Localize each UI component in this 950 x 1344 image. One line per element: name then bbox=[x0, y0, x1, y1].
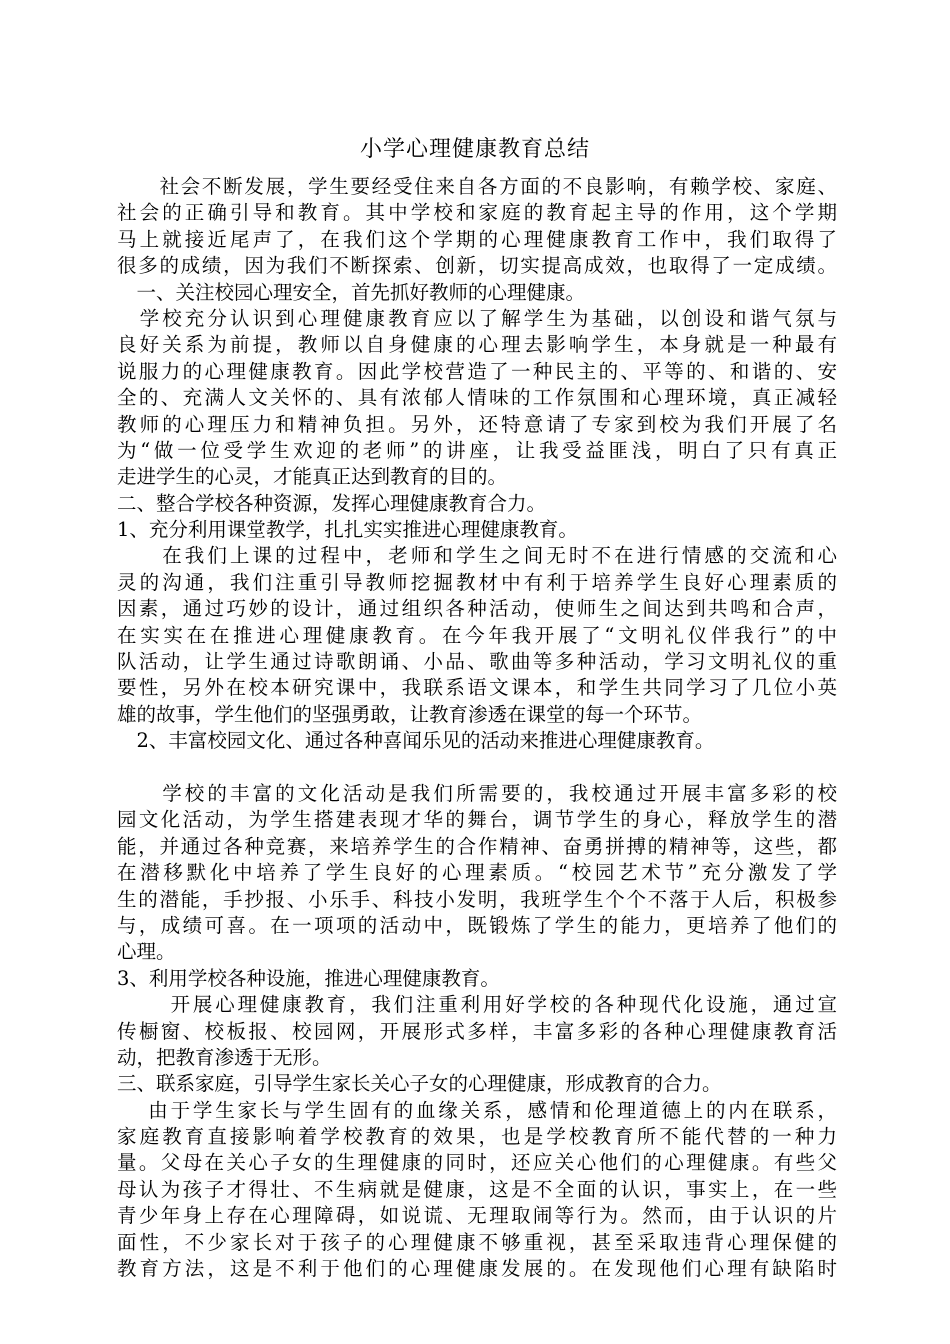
body-line: 在我们上课的过程中，老师和学生之间无时不在进行情感的交流和心 bbox=[117, 544, 837, 568]
body-line: 很多的成绩，因为我们不断探索、创新，切实提高成效，也取得了一定成绩。 bbox=[117, 254, 837, 278]
body-line: 在潜移默化中培养了学生良好的心理素质。“校园艺术节”充分激发了学 bbox=[117, 861, 837, 885]
body-line: 社会不断发展，学生要经受住来自各方面的不良影响，有赖学校、家庭、 bbox=[117, 175, 837, 198]
body-line: 三、联系家庭，引导学生家长关心子女的心理健康，形成教育的合力。 bbox=[117, 1072, 722, 1096]
body-line: 良好关系为前提，教师以自身健康的心理去影响学生，本身就是一种最有 bbox=[117, 333, 837, 357]
body-line: 青少年身上存在心理障碍，如说谎、无理取闹等行为。然而，由于认识的片 bbox=[117, 1204, 837, 1228]
body-line bbox=[117, 755, 837, 781]
body-line: 二、整合学校各种资源，发挥心理健康教育合力。 bbox=[117, 491, 547, 515]
body-line: 要性，另外在校本研究课中，我联系语文课本，和学生共同学习了几位小英 bbox=[117, 676, 837, 700]
body-line: 传橱窗、校板报、校园网，开展形式多样，丰富多彩的各种心理健康教育活 bbox=[117, 1019, 837, 1043]
document-body bbox=[117, 174, 837, 1282]
body-line: 心理。 bbox=[117, 940, 176, 964]
body-line: 量。父母在关心子女的生理健康的同时，还应关心他们的心理健康。有些父 bbox=[117, 1151, 837, 1175]
body-line: 3、利用学校各种设施，推进心理健康教育。 bbox=[117, 966, 500, 990]
body-line: 全的、充满人文关怀的、具有浓郁人情味的工作氛围和心理环境，真正减轻 bbox=[117, 386, 837, 410]
body-line: 社会的正确引导和教育。其中学校和家庭的教育起主导的作用，这个学期 bbox=[117, 201, 837, 225]
body-line: 马上就接近尾声了，在我们这个学期的心理健康教育工作中，我们取得了 bbox=[117, 227, 837, 251]
body-line: 灵的沟通，我们注重引导教师挖掘教材中有利于培养学生良好心理素质的 bbox=[117, 570, 837, 594]
body-line: 面性，不少家长对于孩子的心理健康不够重视，甚至采取违背心理保健的 bbox=[117, 1230, 837, 1254]
body-line: 动，把教育渗透于无形。 bbox=[117, 1045, 332, 1069]
body-line: 学校的丰富的文化活动是我们所需要的，我校通过开展丰富多彩的校 bbox=[117, 781, 837, 805]
body-line: 生的潜能，手抄报、小乐手、科技小发明，我班学生个个不落于人后，积极参 bbox=[117, 887, 837, 911]
body-line: 雄的故事，学生他们的坚强勇敢，让教育渗透在课堂的每一个环节。 bbox=[117, 702, 703, 726]
body-line: 一、关注校园心理安全，首先抓好教师的心理健康。 bbox=[117, 280, 586, 304]
body-line: 园文化活动，为学生搭建表现才华的舞台，调节学生的身心，释放学生的潜 bbox=[117, 808, 837, 832]
document-title: 小学心理健康教育总结 bbox=[359, 137, 590, 162]
body-line: 教育方法，这是不利于他们的心理健康发展的。在发现他们心理有缺陷时 bbox=[117, 1257, 837, 1281]
body-line: 说服力的心理健康教育。因此学校营造了一种民主的、平等的、和谐的、安 bbox=[117, 359, 837, 383]
body-line: 能，并通过各种竞赛，来培养学生的合作精神、奋勇拼搏的精神等，这些，都 bbox=[117, 834, 837, 858]
body-line: 在实实在在推进心理健康教育。在今年我开展了“文明礼仪伴我行”的中 bbox=[117, 623, 837, 647]
body-line: 开展心理健康教育，我们注重利用好学校的各种现代化设施，通过宣 bbox=[117, 993, 837, 1017]
body-line: 走进学生的心灵，才能真正达到教育的目的。 bbox=[117, 465, 508, 489]
body-line: 教师的心理压力和精神负担。另外，还特意请了专家到校为我们开展了名 bbox=[117, 412, 837, 436]
body-line: 2、丰富校园文化、通过各种喜闻乐见的活动来推进心理健康教育。 bbox=[117, 729, 715, 753]
body-line: 为“做一位受学生欢迎的老师”的讲座，让我受益匪浅，明白了只有真正 bbox=[117, 438, 837, 462]
body-line: 与，成绩可喜。在一项项的活动中，既锻炼了学生的能力，更培养了他们的 bbox=[117, 913, 837, 937]
body-line: 因素，通过巧妙的设计，通过组织各种活动，使师生之间达到共鸣和合声， bbox=[117, 597, 837, 621]
body-line: 1、充分利用课堂教学，扎扎实实推进心理健康教育。 bbox=[117, 518, 578, 542]
body-line: 学校充分认识到心理健康教育应以了解学生为基础，以创设和谐气氛与 bbox=[117, 306, 837, 330]
body-line: 家庭教育直接影响着学校教育的效果，也是学校教育所不能代替的一种力 bbox=[117, 1125, 837, 1149]
body-line: 由于学生家长与学生固有的血缘关系，感情和伦理道德上的内在联系， bbox=[117, 1098, 837, 1122]
body-line: 队活动，让学生通过诗歌朗诵、小品、歌曲等多种活动，学习文明礼仪的重 bbox=[117, 650, 837, 674]
body-line: 母认为孩子才得壮、不生病就是健康，这是不全面的认识，事实上，在一些 bbox=[117, 1177, 837, 1201]
